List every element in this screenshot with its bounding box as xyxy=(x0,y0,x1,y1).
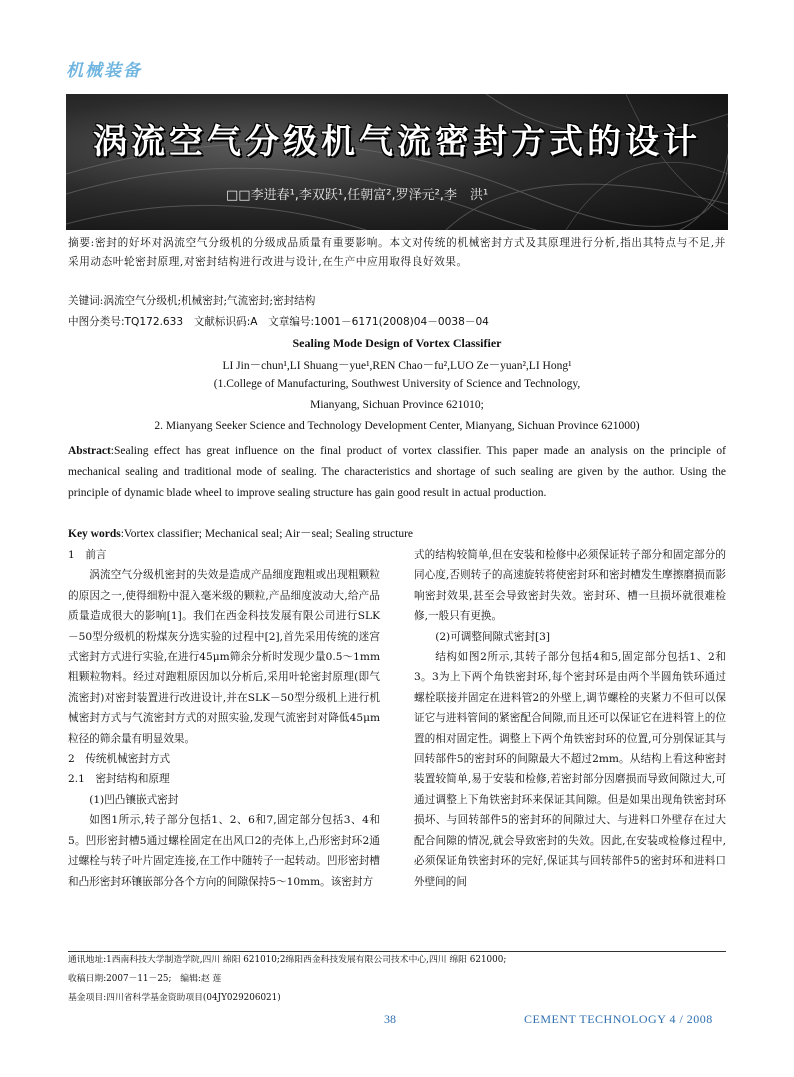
english-title: Sealing Mode Design of Vortex Classifier xyxy=(292,336,502,350)
english-affiliation-1b: Mianyang, Sichuan Province 621010; xyxy=(310,399,484,411)
english-affiliation-2: 2. Mianyang Seeker Science and Technology Development Center, Mianyang, Sichuan Province 621000) xyxy=(154,420,640,432)
abstract-cn: 摘要:密封的好坏对涡流空气分级机的分级成品质量有重要影响。本文对传统的机械密封方式及其原理进行分析,指出其特点与不足,并采用动态叶轮密封原理,对密封结构进行改进与设计,在生产中应用取得良好效果。 xyxy=(68,237,726,268)
abstract-text: :Sealing effect has great influence on the final product of vortex classifier. This paper made an analysis on the principle of mechanical sealing and traditional mode of sealing. The characteristics and shortage of such sealing are given by the author. Using the principle of dynamic blade wheel to improve sealing structure has gain good result in actual production. xyxy=(68,445,726,499)
body-column-right xyxy=(414,545,726,892)
footnote-received: 收稿日期:2007－11－25; 编辑:赵 莲 xyxy=(68,974,222,984)
english-keywords xyxy=(68,525,726,544)
heading-traditional-seal: 2 传统机械密封方式 xyxy=(68,753,171,766)
article-authors: □□李进春¹,李双跃¹,任朝富²,罗泽元²,李 洪¹ xyxy=(226,188,489,203)
heading-introduction: 1 前言 xyxy=(68,549,107,561)
heading-structure-principle: 2.1 密封结构和原理 xyxy=(68,773,170,786)
paragraph: 结构如图2所示,其转子部分包括4和5,固定部分包括1、2和3。3为上下两个角铁密封环,每个密封环是由两个半圆角铁环通过螺栓联接并固定在进料管2的外壁上,调节螺栓的夹紧力不但可以保证它与进料管间的紧密配合间隙,而且还可以保证它在进料管上的位置的相对固定性。调整上下两个角铁密封环的位置,可分别保证其与回转部件5的密封环的间隙最大不超过2mm。从结构上看这种密封装置较简单,易于安装和检修,若密封部分因磨损而导致间隙过大,可通过调整上下角铁密封环来保证其间隙。但是如果出现角铁密封环损坏、与回转部件5的密封环的间隙过大、与进料口外壁存在过大配合间隙的情况,就会导致密封的失效。因此,在安装或检修过程中,必须保证角铁密封环的完好,保证其与回转部件5的密封环和进料口外壁间的间 xyxy=(414,651,726,888)
title-banner xyxy=(66,94,728,230)
footnote-fund: 基金项目:四川省科学基金资助项目(04JY029206021) xyxy=(68,993,281,1003)
subheading-concave-convex: (1)凹凸镶嵌式密封 xyxy=(89,793,179,806)
section-tag: 机械装备 xyxy=(66,61,142,81)
paragraph: 如图1所示,转子部分包括1、2、6和7,固定部分包括3、4和5。凹形密封槽5通过螺栓固定在出风口2的壳体上,凸形密封环2通过螺栓与转子叶片固定连接,在工作中随转子一起转动。凹形密封槽和凸形密封环镶嵌部分各个方向的间隙保持5～10mm。该密封方 xyxy=(68,814,380,888)
english-abstract xyxy=(68,441,726,504)
page-number: 38 xyxy=(384,1012,396,1026)
abstract-label: Abstract xyxy=(68,445,111,457)
keywords-cn: 关键词:涡流空气分级机;机械密封;气流密封;密封结构 xyxy=(68,295,316,307)
body-column-left xyxy=(68,545,380,892)
journal-name: CEMENT TECHNOLOGY 4 / 2008 xyxy=(524,1012,713,1026)
keywords-text: :Vortex classifier; Mechanical seal; Air－seal; Sealing structure xyxy=(120,528,414,540)
classification-line: 中图分类号:TQ172.633 文献标识码:A 文章编号:1001－6171(2008)04－0038－04 xyxy=(68,316,489,328)
paragraph: 式的结构较简单,但在安装和检修中必须保证转子部分和固定部分的同心度,否则转子的高速旋转将使密封环和密封槽发生摩擦磨损而影响密封效果,甚至会导致密封失效。密封环、槽一旦损坏就很难检修,一般只有更换。 xyxy=(414,549,726,623)
footnote-address: 通讯地址:1西南科技大学制造学院,四川 绵阳 621010;2绵阳西金科技发展有限公司技术中心,四川 绵阳 621000; xyxy=(68,955,507,965)
keywords-label: Key words xyxy=(68,528,121,540)
english-affiliation-1a: (1.College of Manufacturing, Southwest University of Science and Technology, xyxy=(213,378,581,390)
english-authors: LI Jin－chun¹,LI Shuang－yue¹,REN Chao－fu²,LUO Ze－yuan²,LI Hong¹ xyxy=(222,360,572,372)
paragraph: 涡流空气分级机密封的失效是造成产品细度跑粗或出现粗颗粒的原因之一,使得细粉中混入毫米级的颗粒,产品细度波动大,给产品质量造成很大的影响[1]。我们在西金科技发展有限公司进行SLK－50型分级机的粉煤灰分选实验的过程中[2],首先采用传统的迷宫式密封方式进行实验,在进行45μm筛余分析时发现少量0.5～1mm粗颗粒物料。经过对跑粗原因加以分析后,采用叶轮密封原理(即气流密封)对密封装置进行改进设计,并在SLK－50型分级机上进行机械密封方式与气流密封方式的对照实验,发现气流密封对降低45μm粒径的筛余量有明显效果。 xyxy=(68,569,380,745)
article-title: 涡流空气分级机气流密封方式的设计 xyxy=(93,122,701,162)
subheading-adjustable-gap: (2)可调整间隙式密封[3] xyxy=(435,630,550,643)
